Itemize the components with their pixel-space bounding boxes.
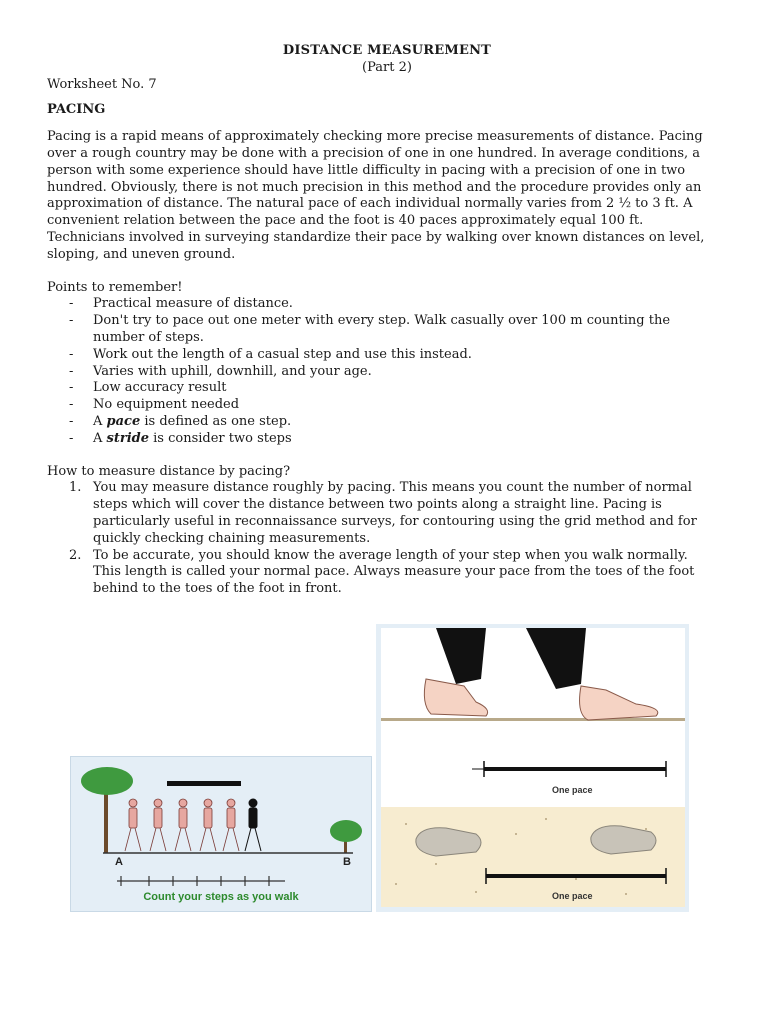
bullet-dash: - bbox=[69, 413, 74, 429]
walking-illustration bbox=[70, 756, 372, 912]
list-item bbox=[47, 548, 719, 598]
list-item-text: Low accuracy result bbox=[93, 380, 227, 396]
list-item-pace bbox=[47, 414, 719, 431]
point-b-label: B bbox=[343, 856, 351, 868]
pace-label-bottom: One pace bbox=[552, 891, 593, 901]
list-item bbox=[47, 480, 719, 547]
list-item-text: Practical measure of distance. bbox=[93, 296, 293, 312]
walker-1 bbox=[125, 799, 141, 851]
points-list bbox=[47, 296, 727, 447]
pace-term: pace bbox=[106, 413, 141, 429]
bullet-dash: - bbox=[69, 346, 74, 362]
pace-line-panel bbox=[381, 721, 685, 807]
list-item-text: Varies with uphill, downhill, and your age. bbox=[93, 363, 372, 379]
document-subtitle: (Part 2) bbox=[362, 59, 412, 75]
tree-crown-left bbox=[81, 767, 133, 795]
walker-3 bbox=[175, 799, 191, 851]
tree-trunk-left bbox=[104, 785, 108, 853]
bullet-dash: - bbox=[69, 430, 74, 446]
walker-2 bbox=[150, 799, 166, 851]
bullet-dash: - bbox=[69, 397, 74, 413]
points-heading: Points to remember! bbox=[47, 279, 183, 295]
howto-steps bbox=[47, 480, 727, 598]
list-item bbox=[47, 313, 719, 347]
bullet-dash: - bbox=[69, 380, 74, 396]
pace-illustration bbox=[376, 624, 689, 912]
list-item bbox=[47, 364, 719, 381]
list-item bbox=[47, 397, 719, 414]
list-item-stride bbox=[47, 431, 719, 448]
pace-suffix: is defined as one step. bbox=[140, 413, 292, 429]
footprint-panel bbox=[381, 807, 685, 907]
step-number: 1. bbox=[69, 480, 82, 496]
point-a-label: A bbox=[115, 856, 123, 868]
bullet-dash: - bbox=[69, 363, 74, 379]
section-heading: PACING bbox=[47, 102, 106, 118]
document-title: DISTANCE MEASUREMENT bbox=[282, 43, 492, 58]
walking-scene-svg bbox=[71, 757, 371, 911]
step-number: 2. bbox=[69, 547, 82, 563]
step-text: To be accurate, you should know the average length of your step when you walk normally. This length is called your normal pace. Always measure your pace from the toes of the foot behind to the toes of the foot in front. bbox=[93, 547, 695, 597]
bullet-dash: - bbox=[69, 296, 74, 312]
walker-4 bbox=[200, 799, 216, 851]
stride-term: stride bbox=[106, 430, 150, 446]
stride-suffix: is consider two steps bbox=[149, 430, 292, 446]
list-item bbox=[47, 296, 719, 313]
bullet-dash: - bbox=[69, 313, 74, 329]
list-item-text: No equipment needed bbox=[93, 397, 240, 413]
list-item-text: Work out the length of a casual step and use this instead. bbox=[93, 346, 472, 362]
section-paragraph: Pacing is a rapid means of approximately checking more precise measurements of distance. Pacing over a rough country may be done with a precision of one in one hundred. In average conditions, a person with some experience should have little difficulty in pacing with a precision of one in two hundred. Obviously, there is not much precision in this method and the procedure provides only an approximation of distance. The natural pace of each individual normally varies from 2 ½ to 3 ft. A convenient relation between the pace and the foot is 40 paces approximately equal 100 ft. Technicians involved in surveying standardize their pace by walking over known distances on level, sloping, and uneven ground. bbox=[47, 129, 705, 262]
tree-crown-right bbox=[330, 820, 362, 842]
pace-label-top: One pace bbox=[552, 785, 593, 795]
howto-heading: How to measure distance by pacing? bbox=[47, 463, 291, 479]
worksheet-number: Worksheet No. 7 bbox=[47, 76, 157, 92]
distance-bar bbox=[167, 781, 241, 786]
pace-prefix: A bbox=[93, 413, 107, 429]
step-text: You may measure distance roughly by pacing. This means you count the number of normal steps which will cover the distance between two points along a straight line. Pacing is particularly useful in reconnaissance surveys, for contouring using the grid method and for quickly checking chaining measurements. bbox=[93, 480, 697, 546]
pace-scene-svg bbox=[376, 624, 689, 912]
stride-prefix: A bbox=[93, 430, 107, 446]
document-page bbox=[47, 43, 727, 598]
walker-6 bbox=[245, 799, 261, 851]
list-item-text: Don't try to pace out one meter with every step. Walk casually over 100 m counting the number of steps. bbox=[93, 313, 671, 345]
figure-caption: Count your steps as you walk bbox=[143, 891, 299, 903]
walker-5 bbox=[223, 799, 239, 851]
list-item bbox=[47, 380, 719, 397]
list-item bbox=[47, 347, 719, 364]
